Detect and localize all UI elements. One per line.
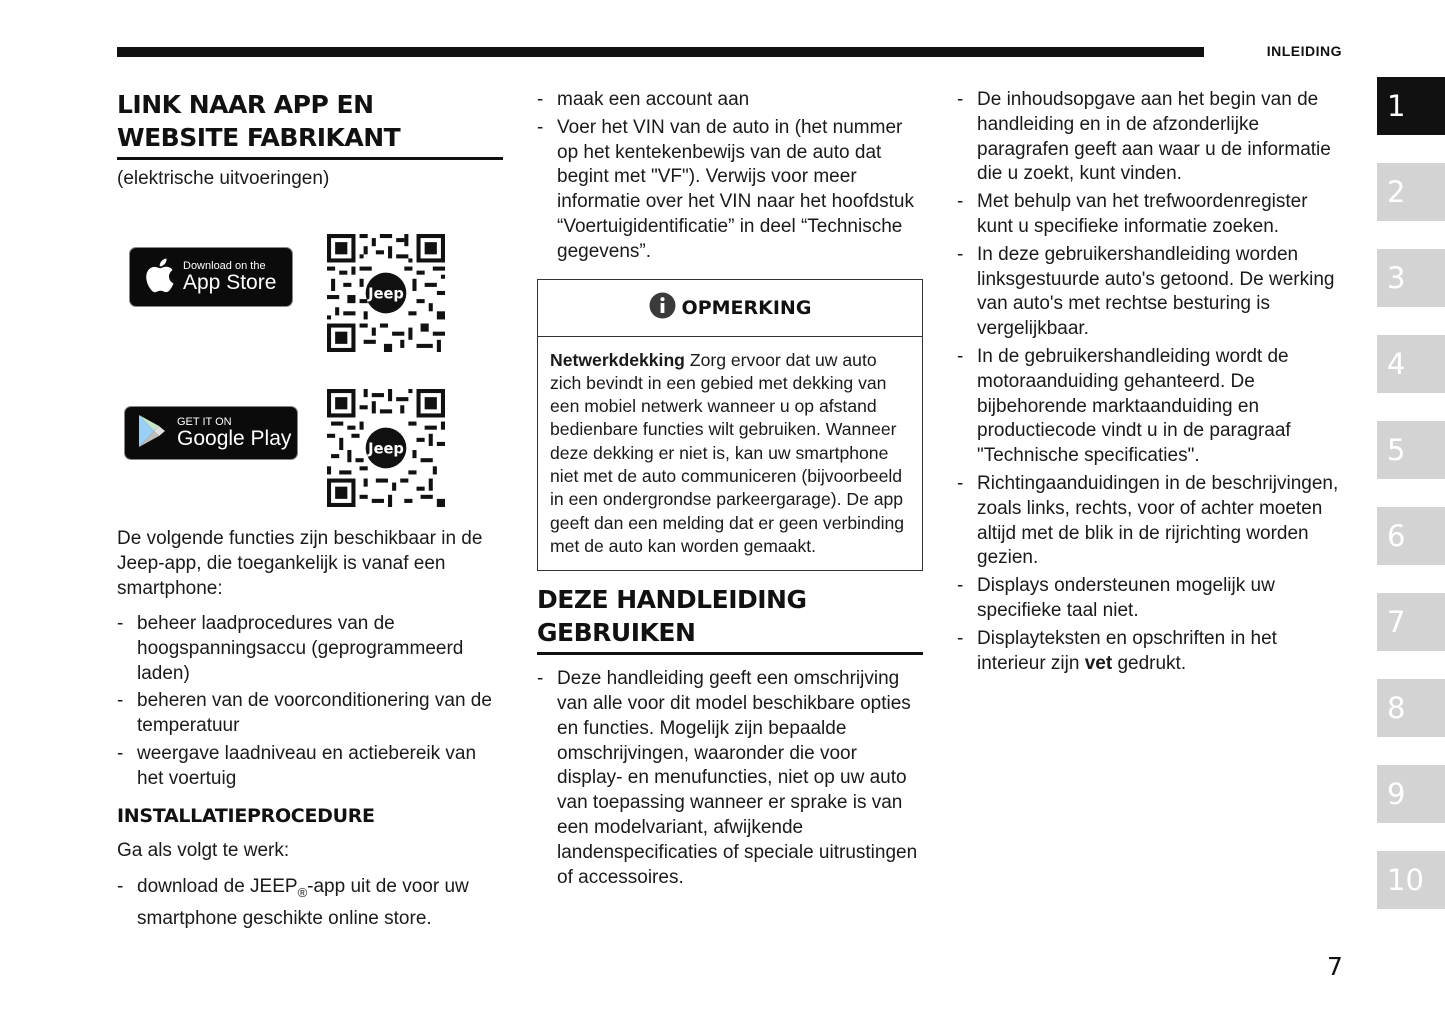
list-item: - beheren van de voorconditionering van de temperatuur bbox=[117, 689, 503, 739]
install-intro: Ga als volgt te werk: bbox=[117, 839, 290, 861]
header-rule bbox=[117, 47, 1204, 57]
app-store-big: App Store bbox=[183, 271, 277, 294]
list-item: - Voer het VIN van de auto in (het nummer op het kentekenbewijs van de auto dat begint met "VF"). Verwijs voor meer informatie over het VIN naar het hoofdstuk “Voertuigidentificatie” in deel “Technische gegevens”. bbox=[537, 116, 923, 265]
list-item: - beheer laadprocedures van de hoogspanningsaccu (geprogrammeerd laden) bbox=[117, 612, 503, 686]
install-list bbox=[117, 873, 503, 933]
list-item: - Displays ondersteunen mogelijk uw specifieke taal niet. bbox=[957, 574, 1343, 624]
store-links bbox=[117, 201, 503, 531]
list-item: - In de gebruikershandleiding wordt de motoraanduiding gehanteerd. De bijbehorende marktaanduiding en productiecode vindt u in de paragraaf "Technische specificaties". bbox=[957, 345, 1343, 469]
note-header bbox=[538, 280, 922, 337]
chapter-tab-9[interactable]: 9 bbox=[1377, 765, 1445, 823]
last-item-suffix: gedrukt. bbox=[1112, 652, 1187, 674]
section-label: INLEIDING bbox=[1266, 43, 1342, 59]
info-icon bbox=[649, 292, 676, 324]
qr-logo-text-1: Jeep bbox=[368, 285, 404, 303]
qr-code-google-play bbox=[327, 389, 445, 507]
column-2 bbox=[537, 88, 923, 893]
note-body bbox=[538, 337, 922, 571]
list-item: - In deze gebruikershandleiding worden linksgestuurde auto's getoond. De werking van auto's met rechtse besturing is vergelijkbaar. bbox=[957, 243, 1343, 342]
list-item bbox=[957, 627, 1343, 677]
registered-mark: ® bbox=[297, 884, 308, 900]
heading-app-link: LINK NAAR APP EN WEBSITE FABRIKANT bbox=[117, 88, 503, 160]
column-1 bbox=[117, 88, 503, 935]
chapter-tab-10[interactable]: 10 bbox=[1377, 851, 1445, 909]
note-text: Zorg ervoor dat uw auto zich bevindt in een gebied met dekking van een mobiel netwerk wanneer u op afstand bedienbare functies wilt gebruiken. Wanneer deze dekking er niet is, kan uw smartphone niet met de auto communiceren (bijvoorbeeld in een ondergrondse parkeergarage). De app geeft dan een melding dat er geen verbinding met de auto kan worden gemaakt. bbox=[550, 349, 905, 556]
subtitle: (elektrische uitvoeringen) bbox=[117, 168, 330, 189]
note-bold: Netwerkdekking bbox=[550, 349, 685, 370]
functions-intro: De volgende functies zijn beschikbaar in de Jeep-app, die toegankelijk is vanaf een smartphone: bbox=[117, 528, 483, 599]
apple-icon bbox=[141, 255, 175, 300]
note-box bbox=[537, 279, 923, 572]
app-store-small: Download on the bbox=[183, 260, 266, 272]
chapter-tab-7[interactable]: 7 bbox=[1377, 593, 1445, 651]
google-play-icon bbox=[137, 414, 167, 453]
steps-list bbox=[537, 88, 923, 265]
manual-notes-list bbox=[957, 88, 1343, 676]
note-title: OPMERKING bbox=[681, 296, 812, 319]
manual-list bbox=[537, 667, 923, 890]
app-store-badge[interactable] bbox=[129, 247, 293, 307]
heading-install: INSTALLATIEPROCEDURE bbox=[117, 804, 375, 827]
chapter-tab-8[interactable]: 8 bbox=[1377, 679, 1445, 737]
install-step-suffix: -app uit de voor uw smartphone geschikte online store. bbox=[137, 875, 469, 930]
last-item-bold: vet bbox=[1084, 652, 1113, 674]
chapter-tab-4[interactable]: 4 bbox=[1377, 335, 1445, 393]
qr-logo-text-2: Jeep bbox=[368, 440, 404, 458]
column-3 bbox=[957, 88, 1343, 679]
list-item: - Deze handleiding geeft een omschrijving van alle voor dit model beschikbare opties en functies. Mogelijk zijn bepaalde omschrijvingen, waaronder die voor display- en menufuncties, niet op uw auto van toepassing wanneer er sprake is van een modelvariant, afwijkende landenspecificaties of speciale uitrustingen of accessoires. bbox=[537, 667, 923, 890]
functions-list bbox=[117, 612, 503, 792]
page-number: 7 bbox=[1327, 952, 1343, 981]
chapter-tab-1[interactable]: 1 bbox=[1377, 77, 1445, 135]
last-item-prefix: Displayteksten en opschriften in het interieur zijn bbox=[977, 627, 1277, 674]
chapter-tab-6[interactable]: 6 bbox=[1377, 507, 1445, 565]
qr-code-app-store bbox=[327, 234, 445, 352]
google-play-small: GET IT ON bbox=[177, 416, 232, 428]
chapter-tab-5[interactable]: 5 bbox=[1377, 421, 1445, 479]
list-item: - Richtingaanduidingen in de beschrijvingen, zoals links, rechts, voor of achter moeten altijd met de blik in de rijrichting worden gezien. bbox=[957, 472, 1343, 571]
list-item: - maak een account aan bbox=[537, 88, 923, 113]
list-item: - De inhoudsopgave aan het begin van de handleiding en in de afzonderlijke paragrafen geeft aan waar u de informatie die u zoekt, kunt vinden. bbox=[957, 88, 1343, 187]
google-play-badge[interactable] bbox=[124, 406, 298, 460]
google-play-big: Google Play bbox=[177, 427, 292, 450]
list-item bbox=[117, 873, 503, 933]
chapter-tab-2[interactable]: 2 bbox=[1377, 163, 1445, 221]
heading-using-manual: DEZE HANDLEIDING GEBRUIKEN bbox=[537, 583, 923, 655]
list-item: - weergave laadniveau en actiebereik van het voertuig bbox=[117, 742, 503, 792]
list-item: - Met behulp van het trefwoordenregister kunt u specifieke informatie zoeken. bbox=[957, 190, 1343, 240]
install-step-prefix: download de JEEP bbox=[137, 875, 298, 897]
chapter-tab-3[interactable]: 3 bbox=[1377, 249, 1445, 307]
